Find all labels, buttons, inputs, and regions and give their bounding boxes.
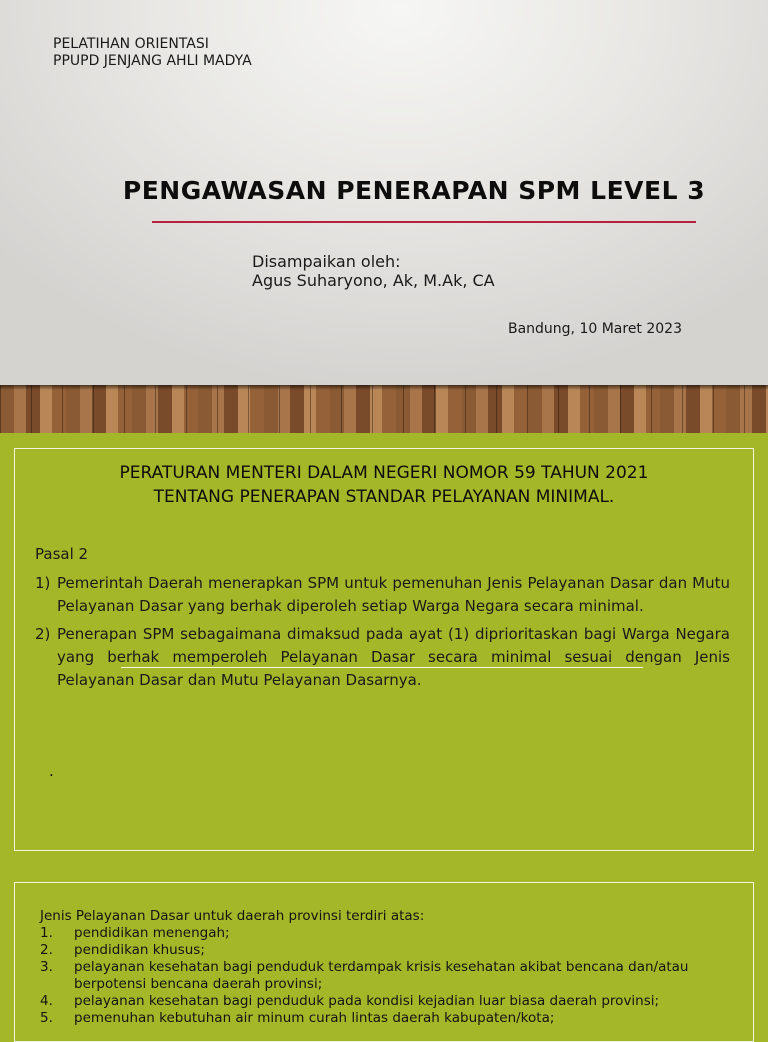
- service-types-content: [40, 908, 730, 1027]
- list-item-number: 5.: [40, 1010, 53, 1026]
- regulation-slide: [14, 448, 754, 851]
- trailing-dot: .: [49, 762, 54, 780]
- presenter-label: Disampaikan oleh:: [252, 252, 401, 271]
- list-item: [40, 959, 730, 993]
- article-heading: Pasal 2: [35, 545, 89, 563]
- presenter-block: [252, 252, 495, 290]
- article-item: [35, 623, 730, 692]
- list-item: [40, 993, 730, 1010]
- article-items: [35, 572, 730, 697]
- article-item-number: 2): [35, 625, 51, 643]
- text-underline-mark: [121, 667, 643, 668]
- place-date: Bandung, 10 Maret 2023: [507, 321, 682, 337]
- article-item-number: 1): [35, 574, 51, 592]
- list-item-text: pendidikan menengah;: [74, 925, 230, 941]
- organizer-label: [53, 36, 252, 70]
- list-item-number: 1.: [40, 925, 53, 941]
- regulation-title-line-2: TENTANG PENERAPAN STANDAR PELAYANAN MINIMAL.: [153, 487, 615, 507]
- article-item-text: Penerapan SPM sebagaimana dimaksud pada ayat (1) diprioritaskan bagi Warga Negara yang berhak memperoleh Pelayanan Dasar secara minimal sesuai dengan Jenis Pelayanan Dasar dan Mutu Pelayanan Dasarnya.: [57, 625, 730, 689]
- presenter-name: Agus Suharyono, Ak, M.Ak, CA: [252, 271, 495, 290]
- article-item-text: Pemerintah Daerah menerapkan SPM untuk pemenuhan Jenis Pelayanan Dasar dan Mutu Pelayanan Dasar yang berhak diperoleh setiap Warga Negara secara minimal.: [57, 574, 730, 615]
- organizer-line-1: PELATIHAN ORIENTASI: [53, 36, 209, 52]
- service-types-intro: Jenis Pelayanan Dasar untuk daerah provinsi terdiri atas:: [40, 908, 425, 924]
- slide-title: PENGAWASAN PENERAPAN SPM LEVEL 3: [122, 176, 706, 205]
- wood-floor-decoration: [0, 385, 768, 433]
- list-item-text: pemenuhan kebutuhan air minum curah lintas daerah kabupaten/kota;: [74, 1010, 555, 1026]
- list-item-text: pendidikan khusus;: [74, 942, 205, 958]
- article-item: [35, 572, 730, 618]
- list-item-text: pelayanan kesehatan bagi penduduk pada kondisi kejadian luar biasa daerah provinsi;: [74, 993, 660, 1009]
- title-divider: [152, 221, 696, 223]
- list-item-number: 3.: [40, 959, 53, 975]
- service-types-list: [40, 925, 730, 1027]
- list-item-text: pelayanan kesehatan bagi penduduk terdampak krisis kesehatan akibat bencana dan/atau berpotensi bencana daerah provinsi;: [74, 959, 689, 992]
- organizer-line-2: PPUPD JENJANG AHLI MADYA: [53, 53, 252, 69]
- list-item: [40, 925, 730, 942]
- regulation-title: [15, 461, 753, 509]
- list-item: [40, 1010, 730, 1027]
- list-item-number: 2.: [40, 942, 53, 958]
- list-item: [40, 942, 730, 959]
- list-item-number: 4.: [40, 993, 53, 1009]
- title-slide: [0, 0, 768, 433]
- regulation-title-line-1: PERATURAN MENTERI DALAM NEGERI NOMOR 59 TAHUN 2021: [119, 463, 649, 483]
